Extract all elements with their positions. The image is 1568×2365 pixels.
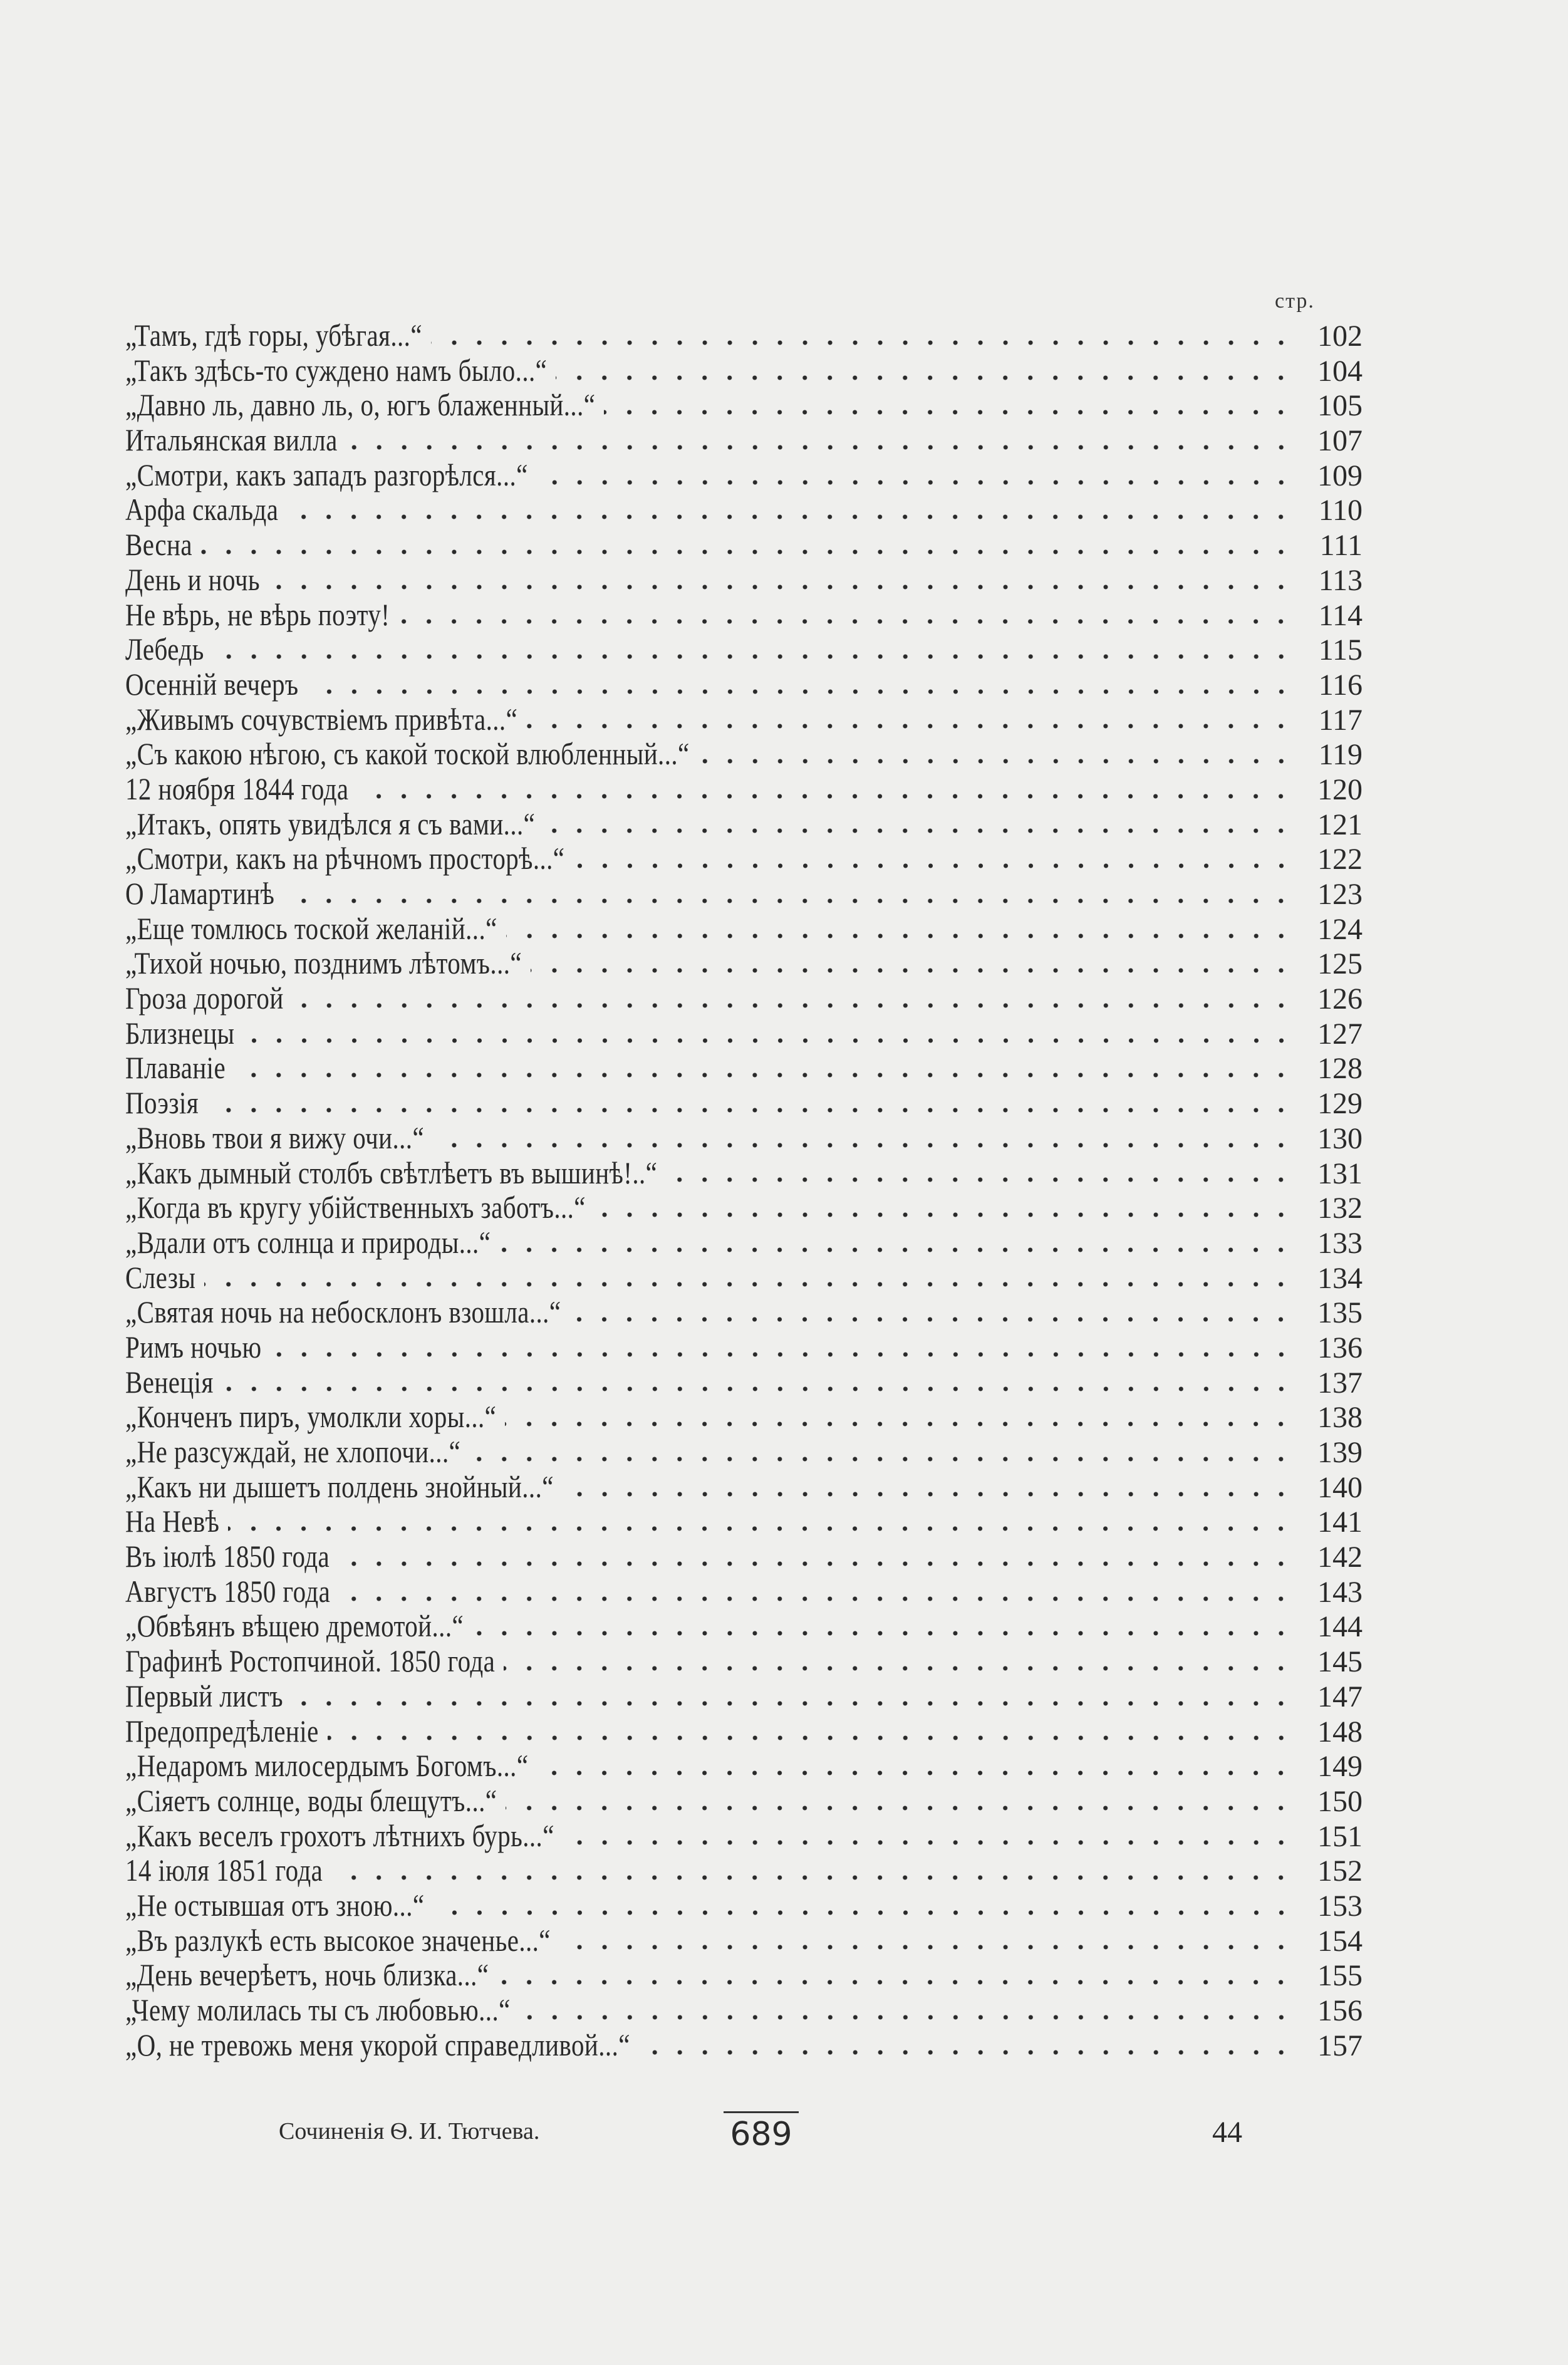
toc-entry: [125, 1609, 1363, 1644]
toc-entry-page: 129: [1317, 1087, 1363, 1121]
toc-entry-title: „Святая ночь на небосклонъ взошла...“: [125, 1294, 561, 1330]
toc-entry-title: „Въ разлукѣ есть высокое значенье...“: [125, 1922, 551, 1958]
toc-entry-title: „Смотри, какъ западъ разгорѣлся...“: [125, 457, 528, 492]
toc-entry-page: 137: [1317, 1366, 1363, 1400]
toc-entry-page: 127: [1317, 1017, 1363, 1051]
toc-entry-title: „Не остывшая отъ зною...“: [125, 1887, 425, 1923]
dot-leader: [563, 1839, 1294, 1846]
toc-entry-page: 120: [1317, 772, 1363, 806]
toc-entry-title: „Живымъ сочувствіемъ привѣта...“: [125, 701, 518, 737]
toc-entry-title: „Тамъ, гдѣ горы, убѣгая...“: [125, 318, 422, 353]
toc-entry-page: 147: [1317, 1680, 1363, 1713]
dot-leader: [497, 1978, 1294, 1986]
toc-entry-page: 130: [1317, 1121, 1363, 1155]
toc-entry-page: 148: [1317, 1715, 1363, 1749]
dot-leader: [331, 1874, 1294, 1881]
toc-entry-page: 138: [1317, 1401, 1363, 1435]
dot-leader: [346, 444, 1294, 451]
toc-entry: [125, 1051, 1363, 1086]
toc-entry-title: „Смотри, какъ на рѣчномъ просторѣ...“: [125, 841, 565, 876]
toc-entry-title: Гроза дорогой: [125, 980, 284, 1016]
toc-entry: [125, 563, 1363, 598]
dot-leader: [504, 1665, 1294, 1672]
toc-entry-page: 149: [1317, 1750, 1363, 1784]
toc-entry-title: „Обвѣянъ вѣщею дремотой...“: [125, 1608, 464, 1644]
toc-entry: [125, 632, 1363, 667]
dot-leader: [537, 479, 1294, 486]
dot-leader: [559, 1943, 1294, 1951]
toc-entry: [125, 841, 1363, 876]
dot-leader: [213, 653, 1294, 660]
toc-entry-page: 114: [1318, 598, 1363, 632]
toc-entry-page: 133: [1317, 1226, 1363, 1260]
dot-leader: [207, 1106, 1294, 1114]
toc-entry-page: 143: [1317, 1575, 1363, 1609]
table-of-contents: [125, 318, 1363, 2062]
toc-entry-title: „Чему молилась ты съ любовью...“: [125, 1992, 511, 2027]
dot-leader: [666, 1176, 1294, 1183]
dot-leader: [201, 548, 1294, 556]
toc-entry-title: Венеція: [125, 1364, 214, 1400]
toc-entry-title: „Не разсуждай, не хлопочи...“: [125, 1434, 461, 1469]
toc-entry-page: 132: [1317, 1192, 1363, 1225]
dot-leader: [698, 757, 1294, 765]
toc-entry-page: 119: [1318, 738, 1363, 772]
toc-entry-title: Слезы: [125, 1259, 196, 1295]
toc-entry: [125, 876, 1363, 912]
toc-entry-page: 155: [1317, 1959, 1363, 1993]
toc-entry-title: „Тихой ночью, позднимъ лѣтомъ...“: [125, 945, 522, 981]
dot-leader: [328, 1734, 1294, 1742]
toc-entry-page: 157: [1317, 2029, 1363, 2062]
toc-entry-title: „Сіяетъ солнце, воды блещутъ...“: [125, 1782, 497, 1818]
toc-entry-title: „Какъ ни дышетъ полдень знойный...“: [125, 1468, 554, 1504]
dot-leader: [271, 1351, 1294, 1358]
toc-entry-title: 12 ноября 1844 года: [125, 771, 349, 806]
toc-entry: [125, 1400, 1363, 1435]
toc-entry-page: 117: [1318, 703, 1363, 737]
toc-entry: [125, 1923, 1363, 1958]
toc-entry: [125, 1853, 1363, 1888]
toc-entry-title: Близнецы: [125, 1015, 235, 1051]
toc-entry-title: „Конченъ пиръ, умолкли хоры...“: [125, 1399, 497, 1435]
toc-entry: [125, 1539, 1363, 1574]
toc-entry-page: 115: [1318, 633, 1363, 667]
toc-entry-page: 135: [1317, 1296, 1363, 1330]
toc-entry-page: 142: [1317, 1541, 1363, 1574]
toc-entry-page: 151: [1317, 1819, 1363, 1853]
toc-entry-page: 144: [1317, 1610, 1363, 1644]
dot-leader: [574, 862, 1294, 870]
toc-entry: [125, 1888, 1363, 1923]
toc-entry: [125, 1435, 1363, 1470]
dot-leader: [434, 1909, 1294, 1916]
toc-entry: [125, 1225, 1363, 1260]
dot-leader: [431, 339, 1294, 346]
toc-entry-page: 154: [1317, 1924, 1363, 1958]
toc-entry-page: 123: [1317, 878, 1363, 911]
toc-entry-title: „Давно ль, давно ль, о, югъ блаженный...“: [125, 387, 596, 423]
dot-leader: [228, 1525, 1294, 1532]
toc-entry-title: „Недаромъ милосердымъ Богомъ...“: [125, 1748, 529, 1784]
toc-entry-page: 139: [1317, 1436, 1363, 1469]
dot-leader: [537, 1769, 1294, 1777]
toc-entry-title: 14 іюля 1851 года: [125, 1853, 323, 1888]
dot-leader: [544, 827, 1294, 834]
dot-leader: [526, 722, 1294, 730]
toc-entry-page: 104: [1317, 354, 1363, 388]
toc-entry-page: 102: [1317, 320, 1363, 353]
dot-leader: [204, 1281, 1294, 1288]
toc-entry-page: 107: [1317, 424, 1363, 458]
toc-entry: [125, 598, 1363, 633]
toc-entry-page: 134: [1317, 1261, 1363, 1295]
toc-entry-title: „Когда въ кругу убійственныхъ заботъ...“: [125, 1190, 586, 1225]
toc-entry-title: „День вечерѣетъ, ночь близка...“: [125, 1957, 489, 1993]
toc-entry: [125, 1086, 1363, 1121]
toc-entry-title: Августъ 1850 года: [125, 1573, 331, 1609]
toc-entry: [125, 1714, 1363, 1749]
dot-leader: [519, 2014, 1294, 2021]
toc-entry: [125, 1993, 1363, 2028]
toc-entry: [125, 1504, 1363, 1539]
toc-entry: [125, 1260, 1363, 1296]
dot-leader: [469, 1455, 1294, 1463]
dot-leader: [234, 1071, 1294, 1079]
toc-entry: [125, 423, 1363, 458]
toc-entry-title: „Съ какою нѣгою, съ какой тоской влюбленный...“: [125, 736, 690, 772]
toc-entry-title: „Какъ дымный столбъ свѣтлѣетъ въ вышинѣ!..“: [125, 1155, 658, 1190]
dot-leader: [556, 374, 1294, 382]
dot-leader: [531, 967, 1294, 974]
toc-entry-title: „Вновь твои я вижу очи...“: [125, 1120, 425, 1155]
toc-entry: [125, 492, 1363, 528]
toc-entry-page: 140: [1317, 1470, 1363, 1504]
toc-entry-page: 105: [1317, 389, 1363, 423]
dot-leader: [308, 688, 1294, 695]
toc-entry-page: 109: [1317, 459, 1363, 492]
toc-entry: [125, 1156, 1363, 1191]
toc-entry-page: 136: [1317, 1331, 1363, 1364]
dot-leader: [639, 2049, 1294, 2056]
page-footer: [0, 2111, 1568, 2161]
dot-leader: [594, 1211, 1294, 1219]
dot-leader: [222, 1385, 1294, 1393]
toc-entry-title: Лебедь: [125, 632, 204, 667]
toc-entry-title: О Ламартинѣ: [125, 876, 275, 911]
toc-entry-page: 150: [1317, 1784, 1363, 1818]
footer-page-number: 44: [1212, 2116, 1242, 2149]
toc-entry-page: 121: [1317, 808, 1363, 841]
toc-entry-title: Въ іюлѣ 1850 года: [125, 1539, 330, 1574]
toc-entry: [125, 737, 1363, 772]
toc-entry: [125, 1365, 1363, 1400]
toc-entry-page: 116: [1318, 668, 1363, 702]
toc-entry: [125, 388, 1363, 423]
toc-entry: [125, 946, 1363, 981]
toc-entry-page: 153: [1317, 1889, 1363, 1923]
dot-leader: [563, 1490, 1294, 1498]
dot-leader: [292, 1700, 1294, 1707]
dot-leader: [287, 513, 1294, 521]
toc-entry-page: 122: [1317, 843, 1363, 876]
toc-entry: [125, 1121, 1363, 1156]
toc-entry-title: Плаваніе: [125, 1050, 226, 1086]
toc-entry-title: Графинѣ Ростопчиной. 1850 года: [125, 1643, 496, 1679]
dot-leader: [472, 1630, 1294, 1637]
dot-leader: [338, 1560, 1294, 1567]
dot-leader: [433, 1141, 1294, 1149]
toc-entry: [125, 1330, 1363, 1365]
toc-entry-page: 131: [1317, 1157, 1363, 1190]
toc-entry-title: Арфа скальда: [125, 492, 279, 528]
dot-leader: [283, 897, 1294, 905]
toc-entry: [125, 912, 1363, 947]
toc-entry: [125, 1749, 1363, 1784]
toc-entry: [125, 981, 1363, 1016]
dot-leader: [506, 1804, 1294, 1812]
toc-entry-title: „О, не тревожь меня укорой справедливой...“: [125, 2027, 630, 2062]
toc-entry-title: На Невѣ: [125, 1504, 220, 1539]
dot-leader: [569, 1316, 1294, 1323]
toc-entry-title: Весна: [125, 527, 192, 563]
toc-entry: [125, 1295, 1363, 1330]
dot-leader: [505, 1420, 1294, 1428]
dot-leader: [604, 408, 1294, 416]
toc-entry: [125, 318, 1363, 353]
dot-leader: [293, 1002, 1294, 1009]
toc-entry-title: Итальянская вилла: [125, 422, 338, 458]
toc-entry: [125, 1190, 1363, 1225]
toc-entry-title: Поэзія: [125, 1085, 199, 1121]
toc-entry-page: 125: [1317, 947, 1363, 981]
dot-leader: [244, 1037, 1294, 1044]
toc-entry-title: Первый листъ: [125, 1678, 284, 1713]
toc-entry: [125, 528, 1363, 563]
toc-entry-title: Предопредѣленіе: [125, 1713, 319, 1749]
toc-entry-title: „Какъ веселъ грохотъ лѣтнихъ бурь...“: [125, 1817, 554, 1853]
toc-entry-title: Римъ ночью: [125, 1329, 262, 1364]
toc-entry-page: 145: [1317, 1645, 1363, 1679]
toc-entry: [125, 667, 1363, 702]
dot-leader: [357, 793, 1294, 800]
toc-entry: [125, 1958, 1363, 1993]
toc-entry-page: 152: [1317, 1854, 1363, 1888]
toc-entry: [125, 353, 1363, 388]
dot-leader: [499, 1246, 1294, 1254]
toc-entry-page: 113: [1318, 563, 1363, 597]
dot-leader: [339, 1595, 1294, 1603]
page-column-label: стр.: [1275, 289, 1315, 313]
toc-entry-title: „Итакъ, опять увидѣлся я съ вами...“: [125, 806, 536, 841]
toc-entry-page: 126: [1317, 982, 1363, 1016]
toc-entry: [125, 458, 1363, 493]
toc-entry: [125, 1470, 1363, 1505]
toc-entry: [125, 2028, 1363, 2063]
toc-entry: [125, 1819, 1363, 1854]
toc-entry: [125, 1679, 1363, 1714]
toc-entry-page: 156: [1317, 1994, 1363, 2027]
toc-entry: [125, 1016, 1363, 1051]
toc-entry-title: Осенній вечеръ: [125, 666, 299, 702]
toc-entry: [125, 772, 1363, 807]
toc-entry-page: 110: [1318, 494, 1363, 528]
toc-entry-page: 128: [1317, 1052, 1363, 1086]
toc-entry: [125, 807, 1363, 842]
footer-signature-mark: 689: [724, 2111, 799, 2153]
toc-entry-page: 141: [1317, 1505, 1363, 1539]
toc-entry-title: „Вдали отъ солнца и природы...“: [125, 1224, 491, 1260]
toc-entry-title: „Еще томлюсь тоской желаній...“: [125, 910, 497, 946]
dot-leader: [506, 932, 1294, 940]
toc-entry-title: Не вѣрь, не вѣрь поэту!: [125, 596, 390, 632]
toc-entry-title: День и ночь: [125, 561, 260, 597]
toc-entry: [125, 702, 1363, 737]
toc-entry: [125, 1644, 1363, 1679]
footer-book-title: Сочиненія Ѳ. И. Тютчева.: [279, 2118, 540, 2144]
dot-leader: [269, 583, 1294, 591]
toc-entry-page: 124: [1317, 912, 1363, 946]
dot-leader: [398, 618, 1294, 625]
toc-entry-title: „Такъ здѣсь-то суждено намъ было...“: [125, 352, 548, 388]
toc-entry-page: 111: [1319, 529, 1363, 563]
toc-entry: [125, 1784, 1363, 1819]
toc-entry: [125, 1574, 1363, 1609]
